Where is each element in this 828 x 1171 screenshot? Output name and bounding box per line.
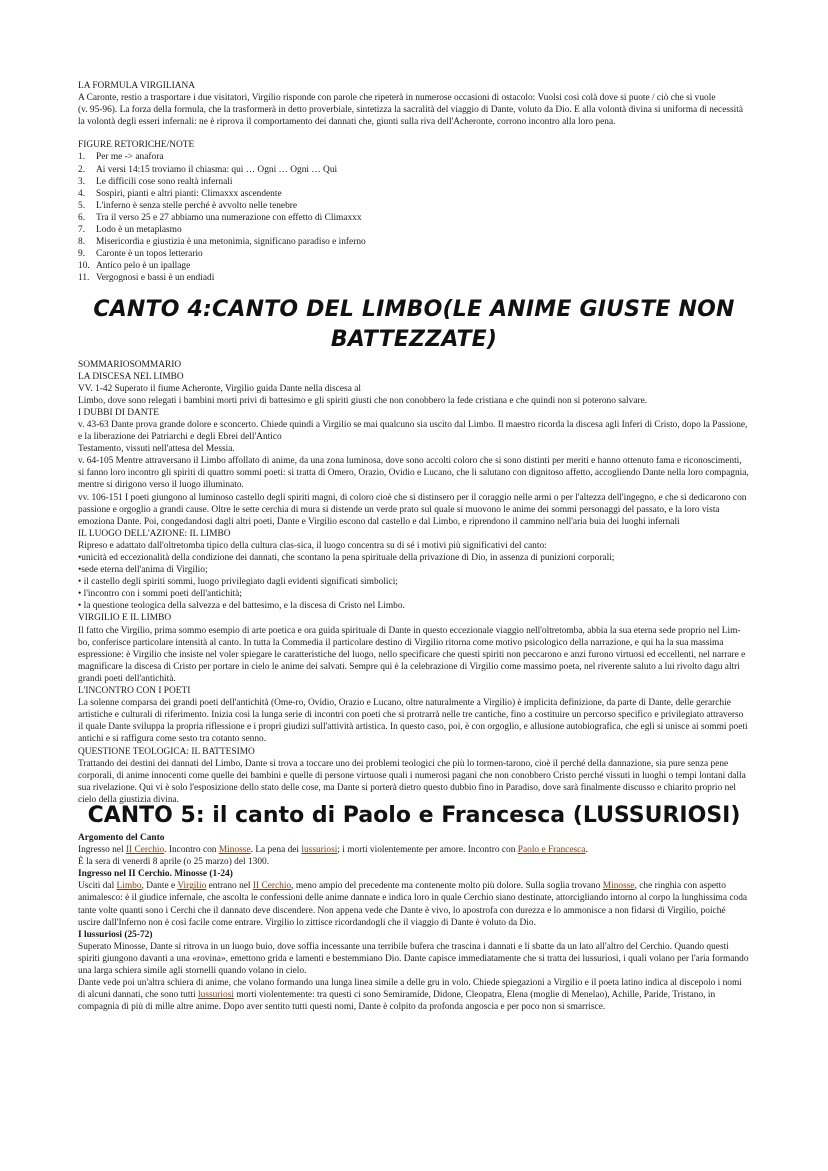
list-item: 11. Vergognosi e bassi è un endiadi xyxy=(78,273,215,284)
incontro-paragraph: La solenne comparsa dei grandi poeti dell'antichità (Ome-ro, Ovidio, Orazio e Lucano, oltre naturalmente a Virgilio) è implicita definizione, da parte di Dante, delle gerarchie artistiche e culturali di riferimento. Inizia così la lunga serie di incontri con poeti che si protrarrà nelle tre cantiche, fino a costituire un percorso specifico e privilegiato attraverso il quale Dante sviluppa la propria riflessione e i propri giudizi sull'attività artistica. In questo caso, poi, è con orgoglio, e allusione autobiografica, che egli si unisce ai sommi poeti antichi e si raffigura come sesto tra cotanto senno. xyxy=(78,698,748,745)
dubbi-paragraph-4: vv. 106-151 I poeti giungono al luminoso castello degli spiriti magni, di coloro cioè che si distinsero per il coraggio nelle armi o per l'altezza dell'ingegno, e che si dedicarono con passione e orgoglio a grandi cause. Oltre le sette cerchia di mura si distende un verde prato sul quale si muovono le anime dei sommi personaggi del passato, e la loro vista emoziona Dante. Poi, congedandosi dagli altri poeti, Dante e Virgilio escono dal castello e dal Limbo, e riprendono il cammino nell'aria buia dei luoghi infernali xyxy=(78,492,747,527)
argomento-date: È la sera di venerdì 8 aprile (o 25 marzo) del 1300. xyxy=(78,857,270,868)
link-minosse[interactable]: Minosse xyxy=(602,881,635,892)
figures-title: FIGURE RETORICHE/NOTE xyxy=(78,140,195,151)
discesa-line-1: VV. 1-42 Superato il fiume Acheronte, Virgilio guida Dante nella discesa al xyxy=(78,383,361,394)
virgilio-title: VIRGILIO E IL LIMBO xyxy=(78,613,172,624)
argomento-title: Argomento del Canto xyxy=(78,832,165,843)
canto-5-heading: CANTO 5: il canto di Paolo e Francesca (LUSSURIOSI) xyxy=(87,802,741,828)
discesa-line-2: Limbo, dove sono relegati i bambini morti privi di battesimo e gli spiriti giusti che non conobbero la fede cristiana e che quindi non si poterono salvare. xyxy=(78,395,648,406)
link-paolo-e-francesca[interactable]: Paolo e Francesca xyxy=(517,845,586,856)
link-lussuriosi[interactable]: lussuriosi xyxy=(301,845,338,856)
argomento-paragraph: Ingresso nel II Cerchio. Incontro con Minosse. La pena dei lussuriosi; i morti violentemente per amore. Incontro con Paolo e Francesca. xyxy=(78,845,588,856)
luogo-bullet: •sede eterna dell'anima di Virgilio; xyxy=(78,565,208,576)
link-minosse[interactable]: Minosse xyxy=(218,845,251,856)
luogo-bullet: •unicità ed eccezionalità della condizione dei dannati, che scontano la pena spirituale della privazione di Dio, in assenza di punizioni corporali; xyxy=(78,553,615,563)
lussuriosi-paragraph-1: Superato Minosse, Dante si ritrova in un luogo buio, dove soffia incessante una terribile bufera che trascina i dannati e li sbatte da un lato all'altro del Cerchio. Quando questi spiriti giungono davanti a una «rovina», emettono grida e lamenti e bestemmiano Dio. Dante capisce immediatamente che si tratta dei lussuriosi, i quali volano per l'aria formando una larga schiera simile agli stornelli quando volano in cielo. xyxy=(78,941,749,976)
formula-paragraph-2: (v. 95-96). La forza della formula, che la trasformerà in detto proverbiale, sintetizza la sacralità del viaggio di Dante, voluto da Dio. E alla volontà divina si uniforma di necessità la volontà degli esseri infernali: ne è riprova il comportamento dei dannati che, giunti sulla riva dell'Acheronte, corrono incontro alla loro pena. xyxy=(78,105,744,128)
ingresso-paragraph: Usciti dal Limbo, Dante e Virgilio entrano nel II Cerchio, meno ampio del precedente ma contenente molto più dolore. Sulla soglia trovano Minosse, che ringhia con aspetto animalesco: è il giudice infernale, che ascolta le confessioni delle anime dannate e indica loro in quale Cerchio siano destinate, attorcigliando intorno al corpo la lunghissima coda tante volte quanti sono i Cerchi che il dannato deve discendere. Non appena vede che Dante è vivo, lo apostrofa con durezza e lo ammonisce a non fidarsi di Virgilio, poiché uscire dall'Inferno non è così facile come entrare. Virgilio lo zittisce ricordandogli che il viaggio di Dante è voluto da Dio. xyxy=(78,881,748,928)
lussuriosi-title: I lussuriosi (25-72) xyxy=(78,929,153,940)
list-item: 1. Per me -> anafora xyxy=(78,152,164,163)
list-item: 10. Antico pelo è un ipallage xyxy=(78,261,191,272)
figures-list xyxy=(78,151,750,284)
ingresso-title: Ingresso nel II Cerchio. Minosse (1-24) xyxy=(78,869,233,880)
incontro-title: L'INCONTRO CON I POETI xyxy=(78,686,191,697)
dubbi-title: I DUBBI DI DANTE xyxy=(78,407,159,418)
luogo-bullet: • l'incontro con i sommi poeti dell'antichità; xyxy=(78,589,242,600)
list-item: 9. Caronte è un topos letterario xyxy=(78,249,203,260)
virgilio-paragraph: Il fatto che Virgilio, prima sommo esempio di arte poetica e ora guida spirituale di Dante in questo eccezionale viaggio nell'oltretomba, abbia la sua eterna sede proprio nel Lim-bo, conferisce particolare intensità al canto. In tutta la Commedia il particolare destino di Virgilio ritorna come motivo psicologico della narrazione, e qui ha la sua massima espressione: è Virgilio che insiste nel voler spiegare le caratteristiche del luogo, nello specificare che questi spiriti non peccarono e anzi furono virtuosi ed eccellenti, nel narrare e magnificare la discesa di Cristo per portare in cielo le anime dei salvati. Sempre qui è la celebrazione di Virgilio come massimo poeta, nel riverente saluto a lui rivolto dagu altri grandi poeti dell'antichità. xyxy=(78,625,746,684)
link-ii-cerchio[interactable]: II Cerchio xyxy=(252,881,292,892)
questione-paragraph: Trattando dei destini dei dannati del Limbo, Dante si trova a toccare uno dei problemi teologici che più lo tormen-tarono, cioè il perché della dannazione, sia pure senza pene corporali, di anime innocenti come quelle dei bambini e quelle di persone virtuose quali i numerosi pagani che non conobbero Cristo perché vissuti in luoghi o tempi lontani dalla sua rivelazione. Qui vi è solo l'esposizione dello stato delle cose, ma Dante si porterà dietro questo dubbio fino in Paradiso, dove sarà finalmente discusso e chiarito proprio nel cielo della giustizia divina. xyxy=(78,758,746,805)
formula-paragraph-1: A Caronte, restio a trasportare i due visitatori, Virgilio risponde con parole che ripeterà in numerose occasioni di ostacolo: Vuolsi così colà dove si puote / ciò che si vuole xyxy=(78,93,716,104)
dubbi-paragraph-2: Testamento, vissuti nell'attesa del Messia. xyxy=(78,444,235,455)
list-item: 3. Le difficili cose sono realtà infernali xyxy=(78,176,233,187)
discesa-title: LA DISCESA NEL LIMBO xyxy=(78,371,184,382)
questione-title: QUESTIONE TEOLOGICA: IL BATTESIMO xyxy=(78,746,255,757)
link-limbo[interactable]: Limbo xyxy=(116,881,142,892)
dubbi-paragraph-1: v. 43-63 Dante prova grande dolore e sconcerto. Chiede quindi a Virgilio se mai qualcuno sia uscito dal Limbo. Il maestro ricorda la discesa agli Inferi di Cristo, dopo la Passione, e la liberazione dei Patriarchi e degli Ebrei dell'Antico xyxy=(78,419,748,443)
list-item: 8. Misericordia e giustizia è una metonimia, significano paradiso e inferno xyxy=(78,237,366,248)
list-item: 2. Ai versi 14:15 troviamo il chiasma: qui … Ogni … Ogni … Qui xyxy=(78,164,338,175)
list-item: 7. Lodo è un metaplasmo xyxy=(78,225,182,236)
sommario-label: SOMMARIOSOMMARIO xyxy=(78,359,182,370)
luogo-bullet: • la questione teologica della salvezza e del battesimo, e la discesa di Cristo nel Limbo. xyxy=(78,601,405,612)
link-lussuriosi[interactable]: lussuriosi xyxy=(198,990,234,1001)
luogo-title: IL LUOGO DELL'AZIONE: IL LIMBO xyxy=(78,528,231,539)
link-ii-cerchio[interactable]: II Cerchio xyxy=(125,845,165,856)
list-item: 5. L'inferno è senza stelle perché è avvolto nelle tenebre xyxy=(78,200,298,211)
luogo-intro: Ripreso e adattato dall'oltretomba tipico della cultura clas-sica, il luogo concentra su di sé i motivi più significativi del canto: xyxy=(78,540,547,551)
luogo-bullet: • il castello degli spiriti sommi, luogo privilegiato dagli evidenti significati simbolici; xyxy=(78,577,398,588)
document-page xyxy=(78,80,750,1013)
list-item: 6. Tra il verso 25 e 27 abbiamo una numerazione con effetto di Climaxxx xyxy=(78,212,362,223)
dubbi-paragraph-3: v. 64-105 Mentre attraversano il Limbo affollato di anime, da una zona luminosa, dove sono accolti coloro che si sono distinti per meriti e hanno ottenuto fama e riconoscimenti, si fanno loro incontro gli spiriti di quattro sommi poeti: si tratta di Omero, Orazio, Ovidio e Lucano, che li salutano con dignitoso affetto, accogliendo Dante nella loro compagnia, mentre si dirigono verso il luogo illuminato. xyxy=(78,456,749,491)
lussuriosi-paragraph-2: Dante vede poi un'altra schiera di anime, che volano formando una lunga linea simile a delle gru in volo. Chiede spiegazioni a Virgilio e il poeta latino indica al discepolo i nomi di alcuni dannati, che sono tutti lussuriosi morti violentemente: tra questi ci sono Semiramide, Didone, Cleopatra, Elena (moglie di Menelao), Achille, Paride, Tristano, in compagnia di più di mille altre anime. Dopo aver sentito tutti questi nomi, Dante è colpito da profonda angoscia e per poco non si smarrisce. xyxy=(78,978,742,1013)
link-virgilio[interactable]: Virgilio xyxy=(177,881,207,892)
canto-4-heading: CANTO 4:CANTO DEL LIMBO(LE ANIME GIUSTE NON BATTEZZATE) xyxy=(93,296,735,352)
formula-title: LA FORMULA VIRGILIANA xyxy=(78,81,196,91)
list-item: 4. Sospiri, pianti e altri pianti: Climaxxx ascendente xyxy=(78,188,282,199)
